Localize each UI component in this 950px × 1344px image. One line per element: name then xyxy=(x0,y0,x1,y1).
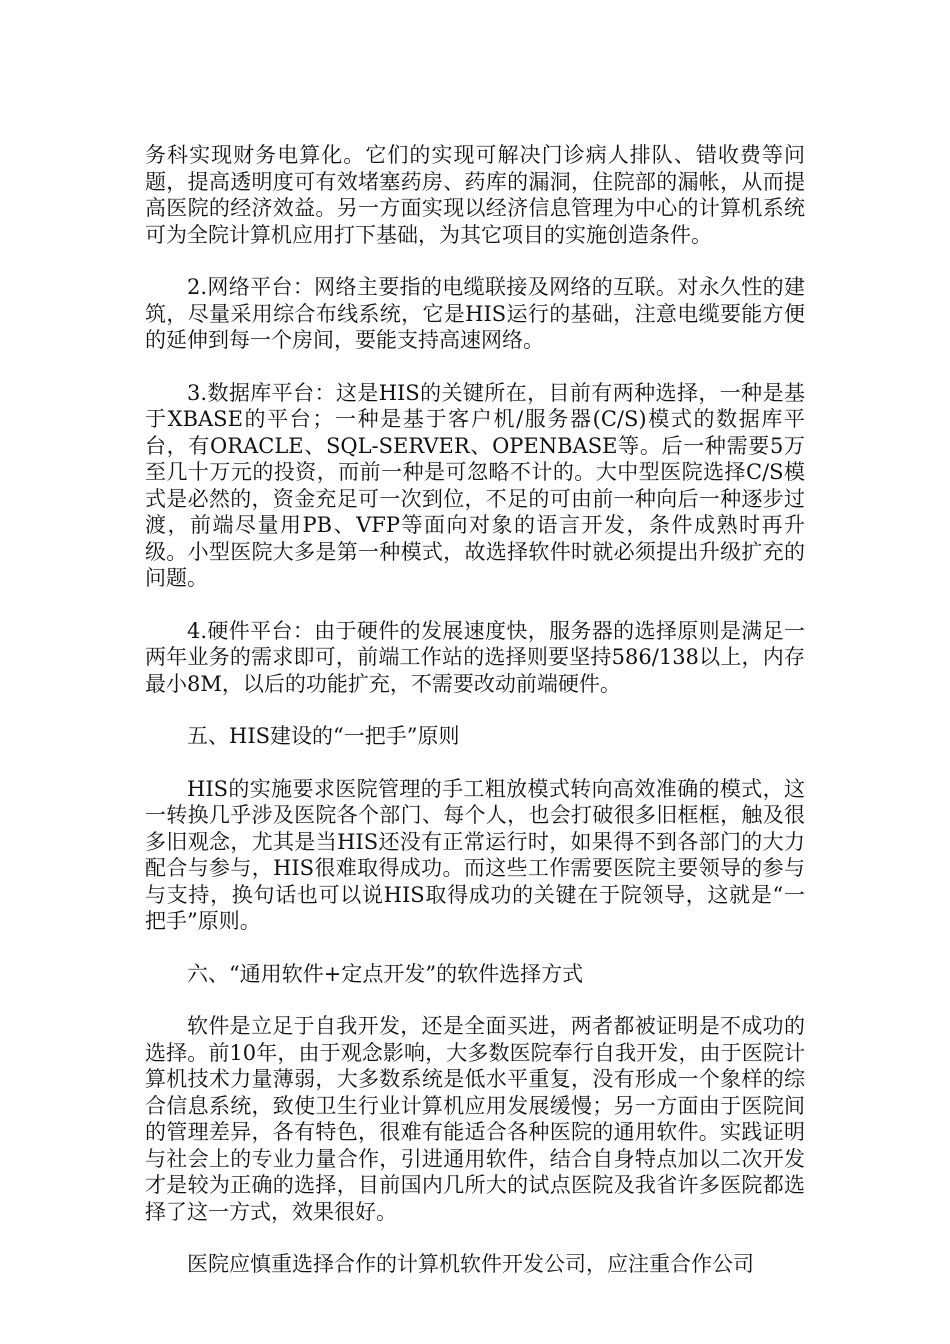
paragraph-database-platform: 3.数据库平台：这是HIS的关键所在，目前有两种选择，一种是基于XBASE的平台；一种是基于客户机/服务器(C/S)模式的数据库平台，有ORACLE、SQL-SERVER、OPENBASE等。后一种需要5万至几十万元的投资，而前一种是可忽略不计的。大中型医院选择C/S模式是必然的，资金充足可一次到位，不足的可由前一种向后一种逐步过渡，前端尽量用PB、VFP等面向对象的语言开发，条件成熟时再升级。小型医院大多是第一种模式，故选择软件时就必须提出升级扩充的问题。 xyxy=(145,380,805,590)
paragraph-leadership-principle: HIS的实施要求医院管理的手工粗放模式转向高效准确的模式，这一转换几乎涉及医院各个部门、每个人，也会打破很多旧框框，触及很多旧观念，尤其是当HIS还没有正常运行时，如果得不到各部门的大力配合与参与，HIS很难取得成功。而这些工作需要医院主要领导的参与与支持，换句话也可以说HIS取得成功的关键在于院领导，这就是“一把手”原则。 xyxy=(145,776,805,933)
paragraph-partner-selection: 医院应慎重选择合作的计算机软件开发公司，应注重合作公司 xyxy=(187,1252,754,1276)
paragraph-software-selection: 软件是立足于自我开发，还是全面买进，两者都被证明是不成功的选择。前10年，由于观念影响，大多数医院奉行自我开发，由于医院计算机技术力量薄弱，大多数系统是低水平重复，没有形成一个象样的综合信息系统，致使卫生行业计算机应用发展缓慢；另一方面由于医院间的管理差异，各有特色，很难有能适合各种医院的通用软件。实践证明与社会上的专业力量合作，引进通用软件，结合自身特点加以二次开发才是较为正确的选择，目前国内几所大的试点医院及我省许多医院都选择了这一方式，效果很好。 xyxy=(145,1014,805,1224)
section-heading-five: 五、HIS建设的“一把手”原则 xyxy=(187,724,460,748)
paragraph-network-platform: 2.网络平台：网络主要指的电缆联接及网络的互联。对永久性的建筑，尽量采用综合布线系统，它是HIS运行的基础，注意电缆要能方便的延伸到每一个房间，要能支持高速网络。 xyxy=(145,275,805,352)
paragraph-hardware-platform: 4.硬件平台：由于硬件的发展速度快，服务器的选择原则是满足一两年业务的需求即可，前端工作站的选择则要坚持586/138以上，内存最小8M，以后的功能扩充，不需要改动前端硬件。 xyxy=(145,618,805,696)
paragraph-finance-computerization: 务科实现财务电算化。它们的实现可解决门诊病人排队、错收费等问题，提高透明度可有效堵塞药房、药库的漏洞，住院部的漏帐，从而提高医院的经济效益。另一方面实现以经济信息管理为中心的计算机系统可为全院计算机应用打下基础，为其它项目的实施创造条件。 xyxy=(145,143,805,247)
document-body xyxy=(145,142,805,1304)
section-heading-six: 六、“通用软件+定点开发”的软件选择方式 xyxy=(187,961,584,986)
